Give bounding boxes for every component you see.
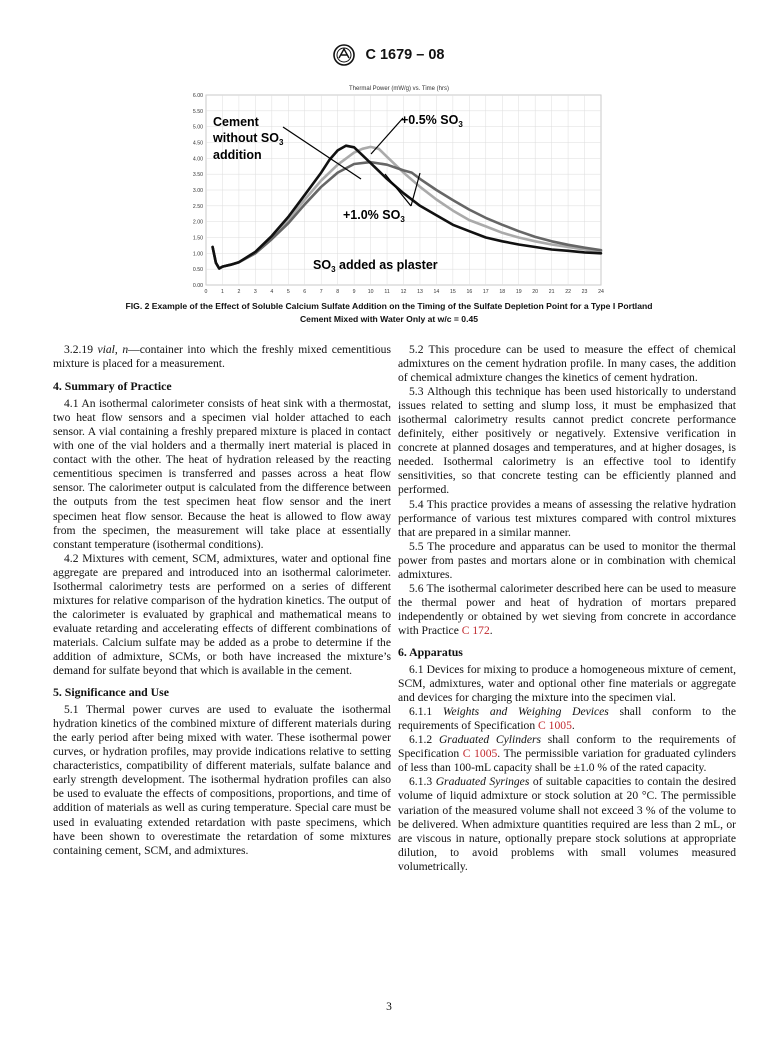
para-4-2: 4.2 Mixtures with cement, SCM, admixtures, water and optional fine aggregate are prepared and introduced into an isothermal calorimeter. Isothermal calorimetry tests are performed on a series of different mixtures for relative comparison of the hydration kinetics. The output of the calorimeter is evaluated by graphical and mathematical means to evaluate retarding and accelerating effects of different combinations of materials. Calcium sulfate may be added as a probe to determine if the addition of admixture, SCMs, or both have increased the mixture’s demand for sulfate beyond that which is available in the cement.: [53, 551, 391, 678]
y-tick-label: 5.50: [192, 108, 203, 115]
y-tick-label: 0.50: [192, 267, 203, 274]
para-4-1: 4.1 An isothermal calorimeter consists of heat sink with a thermostat, two heat flow sensors and a specimen vial holder attached to each sensor. A vial containing a freshly prepared mixture is placed in contact with one of the vial holders and a thermally inert material is placed in contact with the other. The heat of hydration released by the reacting cementitious specimen is transferred and passes across a heat flow sensor. The calorimeter output is calculated from the difference between the outputs from the test specimen heat flow sensor and the inert specimen heat flow sensor. Because the heat is allowed to flow away from the specimen, the measurement will take place at essentially constant temperature (isothermal conditions).: [53, 397, 391, 551]
x-tick-label: 7: [319, 289, 323, 295]
thermal-power-chart: [163, 82, 613, 300]
y-tick-label: 2.00: [192, 219, 203, 226]
page-header: [0, 44, 778, 66]
x-tick-label: 11: [384, 289, 390, 295]
y-tick-label: 2.50: [192, 203, 203, 210]
x-tick-label: 23: [581, 289, 588, 295]
link-c1005-2[interactable]: C 1005: [462, 747, 498, 761]
x-tick-label: 1: [221, 289, 224, 295]
y-axis-ticks: [193, 93, 203, 289]
figure-caption-line2: Cement Mixed with Water Only at w/c = 0.45: [299, 313, 479, 324]
x-tick-label: 15: [449, 289, 456, 295]
para-3-2-19: 3.2.19 vial, n—container into which the freshly mixed cementitious mixture is placed for a measurement.: [53, 343, 391, 371]
x-tick-label: 14: [433, 289, 440, 295]
y-tick-label: 1.50: [192, 235, 203, 242]
para-5-6: 5.6 The isothermal calorimeter described here can be used to measure the thermal power and heat of hydration of mortars prepared independently or obtained by wet sieving from concrete in accordance with Practice C 172.: [398, 581, 736, 637]
right-column: [398, 343, 736, 874]
standard-designation: C 1679 – 08: [365, 47, 445, 63]
chart-title: Thermal Power (mW/g) vs. Time (hrs): [348, 86, 450, 92]
link-c172[interactable]: C 172: [461, 623, 490, 637]
x-tick-label: 6: [303, 289, 307, 295]
x-tick-label: 2: [237, 289, 241, 295]
x-tick-label: 0: [204, 289, 208, 295]
x-tick-label: 9: [352, 289, 356, 295]
x-tick-label: 19: [515, 289, 522, 295]
x-tick-label: 10: [367, 289, 374, 295]
x-tick-label: 22: [565, 289, 571, 295]
y-tick-label: 4.00: [192, 156, 203, 163]
heading-section-6: 6. Apparatus: [398, 644, 463, 659]
para-5-3: 5.3 Although this technique has been used historically to understand issues related to setting and slump loss, it must be emphasized that isothermal calorimetry results cannot predict concrete performance definitely, either positively or negatively. Extensive verification in concrete at planned dosages and temperatures, and at higher dosages, is needed. Isothermal calorimetry is an effective tool to identify sensitivities, so that concrete testing can be efficiently planned and performed.: [398, 385, 736, 497]
x-tick-label: 20: [532, 289, 539, 295]
annotation-addition: addition: [213, 148, 262, 162]
para-5-2: 5.2 This procedure can be used to measure the effect of chemical admixtures on the cement hydration profile. In many cases, the addition of chemical admixture changes the kinetics of cement hydration.: [398, 343, 736, 385]
x-tick-label: 16: [466, 289, 473, 295]
x-tick-label: 8: [336, 289, 340, 295]
para-6-1-1: 6.1.1 Weights and Weighing Devices shall conform to the requirements of Specification C 1005.: [398, 705, 736, 733]
para-6-1: 6.1 Devices for mixing to produce a homogeneous mixture of cement, SCM, admixtures, water and optional other fine materials or aggregate and devices for charging the mixture into the specimen vial.: [398, 663, 736, 705]
x-tick-label: 17: [482, 289, 489, 295]
para-5-1: 5.1 Thermal power curves are used to evaluate the isothermal hydration kinetics of the combined mixture of different materials during the early period after being mixed with water. These isothermal power curves, or hydration profiles, may provide indications relative to setting characteristics, compatibility of different materials, sulfate balance and early strength development. The isothermal hydration profiles can also be used to evaluate the effects of compositions, proportions, and time of addition of materials as well as curing temperature. Special care must be used in evaluating extended retardation with paste specimens, which have been shown to overestimate the retardation of some mixtures containing cement, SCM, and admixtures.: [53, 703, 391, 857]
y-tick-label: 1.00: [192, 251, 203, 258]
x-tick-label: 5: [286, 289, 290, 295]
page-number: 3: [386, 1001, 392, 1013]
annotation-without-so3: without $SO_3$: [213, 131, 284, 147]
heading-section-4: 4. Summary of Practice: [53, 379, 172, 394]
x-axis-ticks: [205, 289, 604, 295]
annotation-one-pct: +1.0% $SO_3$: [343, 208, 405, 224]
y-tick-label: 3.50: [192, 172, 203, 179]
y-tick-label: 0.00: [192, 283, 203, 289]
para-5-5: 5.5 The procedure and apparatus can be used to monitor the thermal power from pastes and mortars alone or in combination with chemical admixtures.: [398, 539, 736, 581]
annotation-cement: Cement: [213, 115, 259, 129]
y-tick-label: 3.00: [192, 188, 203, 194]
para-6-1-3: 6.1.3 Graduated Syringes of suitable capacities to contain the desired volume of liquid admixture or stock solution at 20 °C. The permissible variation of the measured volume shall not exceed 3 % of the volume to be delivered. When admixture quantities required are less than 2 mL, or are viscous in nature, optionally prepare stock solutions at appropriate dilution, to avoid problems with small volumes measured volumetrically.: [398, 775, 736, 873]
annotation-plaster: $SO_3$ added as plaster: [313, 258, 438, 274]
left-column: [53, 343, 391, 858]
y-tick-label: 6.00: [192, 93, 203, 99]
x-tick-label: 12: [400, 289, 407, 295]
x-tick-label: 18: [499, 289, 506, 295]
figure-caption: [48, 300, 730, 325]
para-5-4: 5.4 This practice provides a means of assessing the relative hydration performance of various test mixtures compared with control mixtures that are prepared in a similar manner.: [398, 497, 736, 539]
para-6-1-2: 6.1.2 Graduated Cylinders shall conform to the requirements of Specification C 1005. The permissible variation for graduated cylinders of less than 100-mL capacity shall be ±1.0 % of the rated capacity.: [398, 733, 736, 775]
x-tick-label: 24: [598, 289, 604, 295]
x-tick-label: 3: [253, 289, 257, 295]
x-tick-label: 4: [270, 289, 274, 295]
y-tick-label: 5.00: [192, 124, 203, 131]
astm-logo-icon: [333, 44, 355, 66]
annotation-half-pct: +0.5% $SO_3$: [401, 113, 463, 129]
figure-caption-line1: FIG. 2 Example of the Effect of Soluble Calcium Sulfate Addition on the Timing of the Sulfate Depletion Point for a Type I Portland: [125, 301, 653, 311]
link-c1005[interactable]: C 1005: [538, 719, 572, 733]
x-tick-label: 13: [417, 289, 423, 295]
x-tick-label: 21: [548, 289, 555, 295]
heading-section-5: 5. Significance and Use: [53, 685, 170, 700]
y-tick-label: 4.50: [192, 140, 203, 147]
